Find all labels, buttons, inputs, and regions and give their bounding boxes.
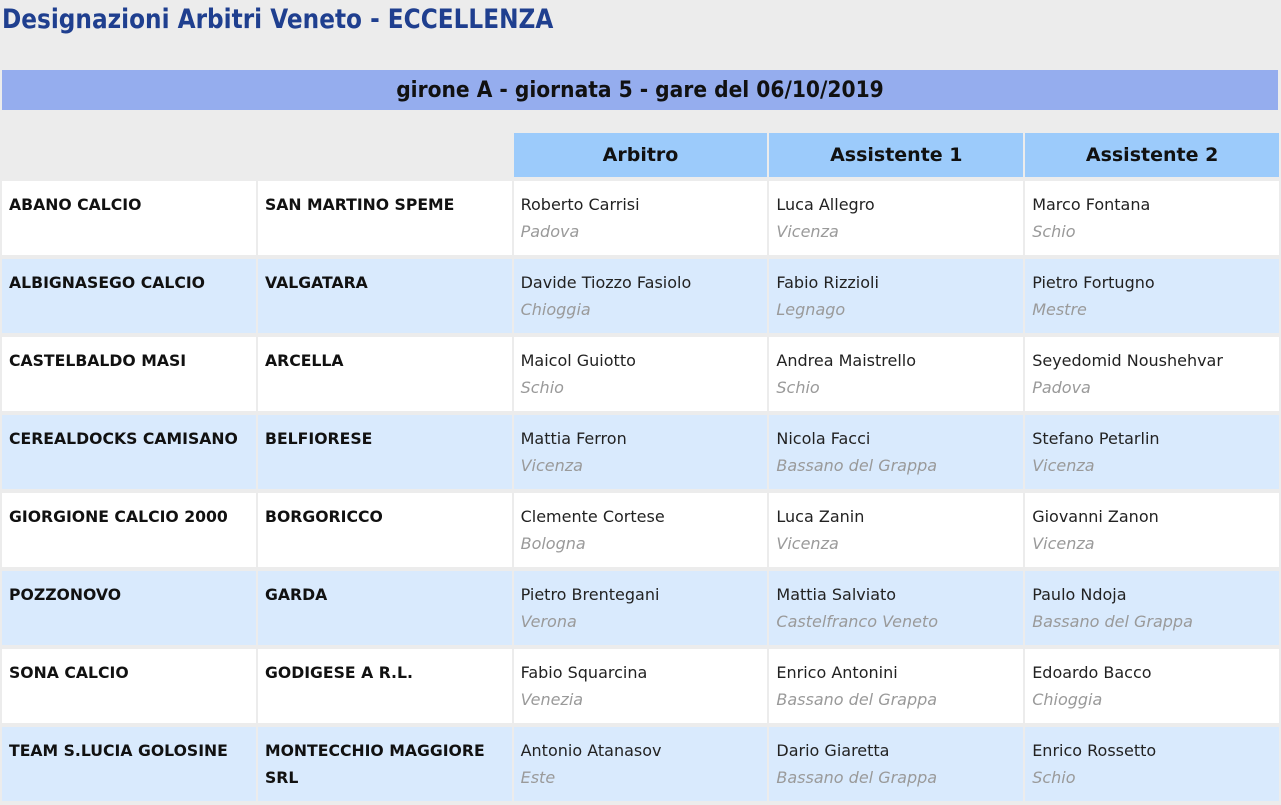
table-row xyxy=(2,259,1279,333)
away-team: BORGORICCO xyxy=(264,507,383,526)
arbitro-cell xyxy=(514,649,768,723)
assistente-1-city: Bassano del Grappa xyxy=(776,768,938,787)
arbitro-cell xyxy=(514,259,768,333)
assistente-1-cell xyxy=(769,415,1023,489)
assistente-1-name: Andrea Maistrello xyxy=(776,351,917,370)
table-row xyxy=(2,493,1279,567)
assistente-2-cell xyxy=(1025,337,1279,411)
arbitro-name: Fabio Squarcina xyxy=(520,663,648,682)
arbitro-name: Maicol Guiotto xyxy=(520,351,636,370)
assistente-2-city: Bassano del Grappa xyxy=(1032,612,1193,631)
girone-title: girone A - giornata 5 - gare del 06/10/2019 xyxy=(396,78,884,103)
table-row xyxy=(2,649,1279,723)
assistente-2-city: Schio xyxy=(1032,222,1076,241)
arbitro-city: Vicenza xyxy=(520,456,583,475)
arbitro-city: Venezia xyxy=(520,690,584,709)
arbitro-name: Davide Tiozzo Fasiolo xyxy=(520,273,692,292)
girone-header xyxy=(2,70,1278,110)
header-assistente-2: Assistente 2 xyxy=(1025,133,1279,177)
arbitro-city: Padova xyxy=(520,222,580,241)
assistente-1-city: Legnago xyxy=(776,300,846,319)
header-empty-away xyxy=(258,133,512,177)
home-team: CASTELBALDO MASI xyxy=(9,351,187,370)
assistente-2-cell xyxy=(1025,649,1279,723)
table-row xyxy=(2,415,1279,489)
header-assistente-1: Assistente 1 xyxy=(769,133,1023,177)
away-team: VALGATARA xyxy=(264,273,368,292)
page-title: Designazioni Arbitri Veneto - ECCELLENZA xyxy=(2,4,554,35)
assistente-1-cell xyxy=(769,493,1023,567)
assistente-1-cell xyxy=(769,181,1023,255)
assistente-1-city: Schio xyxy=(776,378,820,397)
arbitro-cell xyxy=(514,571,768,645)
arbitro-name: Antonio Atanasov xyxy=(520,741,662,760)
away-team-cell xyxy=(258,415,512,489)
arbitro-city: Verona xyxy=(520,612,577,631)
assistente-1-city: Vicenza xyxy=(776,534,839,553)
assistente-2-name: Edoardo Bacco xyxy=(1032,663,1152,682)
away-team-cell xyxy=(258,649,512,723)
home-team: CEREALDOCKS CAMISANO xyxy=(9,429,238,448)
table-row xyxy=(2,571,1279,645)
assistente-1-name: Luca Zanin xyxy=(776,507,865,526)
home-team-cell xyxy=(2,571,256,645)
home-team: TEAM S.LUCIA GOLOSINE xyxy=(9,741,228,760)
away-team: BELFIORESE xyxy=(264,429,373,448)
arbitro-city: Este xyxy=(520,768,556,787)
header-arbitro: Arbitro xyxy=(514,133,768,177)
table-row xyxy=(2,181,1279,255)
assistente-1-name: Nicola Facci xyxy=(776,429,871,448)
assistente-2-name: Stefano Petarlin xyxy=(1032,429,1160,448)
away-team-cell xyxy=(258,493,512,567)
assistente-1-city: Bassano del Grappa xyxy=(776,690,938,709)
home-team: ALBIGNASEGO CALCIO xyxy=(9,273,206,292)
home-team: ABANO CALCIO xyxy=(9,195,142,214)
away-team: MONTECCHIO MAGGIORE SRL xyxy=(264,741,485,787)
assistente-1-cell xyxy=(769,259,1023,333)
home-team: POZZONOVO xyxy=(9,585,122,604)
away-team: GODIGESE A R.L. xyxy=(264,663,413,682)
arbitro-name: Mattia Ferron xyxy=(520,429,627,448)
assistente-1-name: Enrico Antonini xyxy=(776,663,898,682)
arbitro-name: Clemente Cortese xyxy=(520,507,665,526)
away-team: SAN MARTINO SPEME xyxy=(264,195,455,214)
assistente-2-cell xyxy=(1025,181,1279,255)
home-team-cell xyxy=(2,727,256,801)
assistente-1-name: Dario Giaretta xyxy=(776,741,890,760)
away-team-cell xyxy=(258,571,512,645)
assistente-1-city: Vicenza xyxy=(776,222,839,241)
assistente-2-name: Paulo Ndoja xyxy=(1032,585,1127,604)
table-row xyxy=(2,337,1279,411)
arbitro-cell xyxy=(514,415,768,489)
table-row xyxy=(2,727,1279,801)
away-team-cell xyxy=(258,337,512,411)
assistente-1-name: Mattia Salviato xyxy=(776,585,897,604)
arbitro-city: Schio xyxy=(520,378,564,397)
assistente-1-name: Luca Allegro xyxy=(776,195,875,214)
arbitro-name: Roberto Carrisi xyxy=(520,195,640,214)
assistente-2-name: Pietro Fortugno xyxy=(1032,273,1155,292)
arbitro-cell xyxy=(514,181,768,255)
home-team: GIORGIONE CALCIO 2000 xyxy=(9,507,228,526)
away-team-cell xyxy=(258,181,512,255)
designazioni-table xyxy=(0,129,1281,805)
assistente-2-name: Enrico Rossetto xyxy=(1032,741,1157,760)
assistente-1-cell xyxy=(769,571,1023,645)
assistente-1-city: Bassano del Grappa xyxy=(776,456,938,475)
assistente-1-cell xyxy=(769,649,1023,723)
home-team-cell xyxy=(2,259,256,333)
arbitro-city: Chioggia xyxy=(520,300,591,319)
home-team-cell xyxy=(2,337,256,411)
assistente-2-city: Mestre xyxy=(1032,300,1087,319)
assistente-2-city: Schio xyxy=(1032,768,1076,787)
home-team-cell xyxy=(2,493,256,567)
assistente-2-city: Vicenza xyxy=(1032,534,1095,553)
home-team-cell xyxy=(2,649,256,723)
assistente-1-name: Fabio Rizzioli xyxy=(776,273,879,292)
assistente-2-city: Padova xyxy=(1032,378,1091,397)
arbitro-name: Pietro Brentegani xyxy=(520,585,660,604)
away-team-cell xyxy=(258,259,512,333)
arbitro-cell xyxy=(514,727,768,801)
assistente-1-cell xyxy=(769,727,1023,801)
arbitro-cell xyxy=(514,493,768,567)
home-team-cell xyxy=(2,415,256,489)
assistente-2-name: Marco Fontana xyxy=(1032,195,1151,214)
assistente-1-city: Castelfranco Veneto xyxy=(776,612,938,631)
arbitro-cell xyxy=(514,337,768,411)
assistente-2-cell xyxy=(1025,493,1279,567)
assistente-2-city: Vicenza xyxy=(1032,456,1095,475)
away-team: GARDA xyxy=(264,585,328,604)
assistente-2-cell xyxy=(1025,259,1279,333)
assistente-2-name: Giovanni Zanon xyxy=(1032,507,1159,526)
assistente-2-cell xyxy=(1025,415,1279,489)
assistente-2-name: Seyedomid Noushehvar xyxy=(1032,351,1223,370)
assistente-1-cell xyxy=(769,337,1023,411)
assistente-2-cell xyxy=(1025,727,1279,801)
header-empty-home xyxy=(2,133,256,177)
away-team-cell xyxy=(258,727,512,801)
table-header-row xyxy=(2,133,1279,177)
home-team-cell xyxy=(2,181,256,255)
arbitro-city: Bologna xyxy=(520,534,586,553)
assistente-2-cell xyxy=(1025,571,1279,645)
assistente-2-city: Chioggia xyxy=(1032,690,1103,709)
away-team: ARCELLA xyxy=(264,351,344,370)
home-team: SONA CALCIO xyxy=(9,663,129,682)
